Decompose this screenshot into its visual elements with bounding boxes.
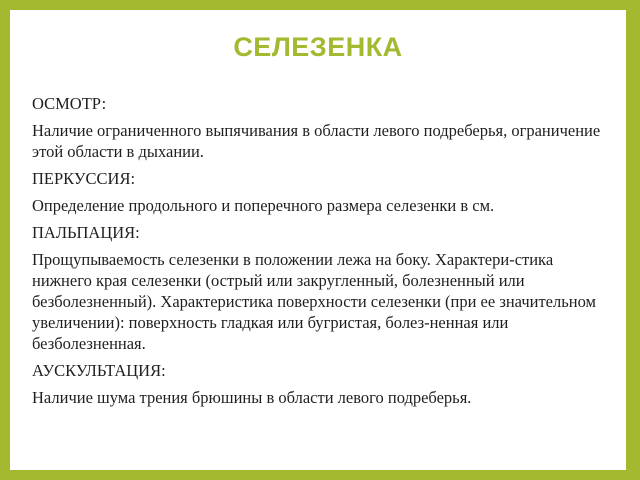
section-text-inspection: Наличие ограниченного выпячивания в области левого подреберья, ограничение этой области в дыхании.	[32, 121, 601, 161]
section-heading-auscultation: АУСКУЛЬТАЦИЯ:	[32, 361, 166, 380]
section-heading-palpation: ПАЛЬПАЦИЯ:	[32, 223, 140, 242]
section-heading-percussion: ПЕРКУССИЯ:	[32, 169, 136, 188]
slide	[10, 10, 626, 470]
section-text-percussion: Определение продольного и поперечного размера селезенки в см.	[32, 196, 495, 215]
slide-content	[32, 93, 614, 414]
section-text-auscultation: Наличие шума трения брюшины в области левого подреберья.	[32, 388, 472, 407]
section-heading-inspection: ОСМОТР:	[32, 94, 107, 113]
section-text-palpation: Прощупываемость селезенки в положении лежа на боку. Характери-стика нижнего края селезенки (острый или закругленный, болезненный или безболезненный). Характеристика поверхности селезенки (при ее значительном увеличении): поверхность гладкая или бугристая, болез-ненная или безболезненная.	[32, 250, 596, 353]
slide-title: СЕЛЕЗЕНКА	[233, 32, 403, 62]
